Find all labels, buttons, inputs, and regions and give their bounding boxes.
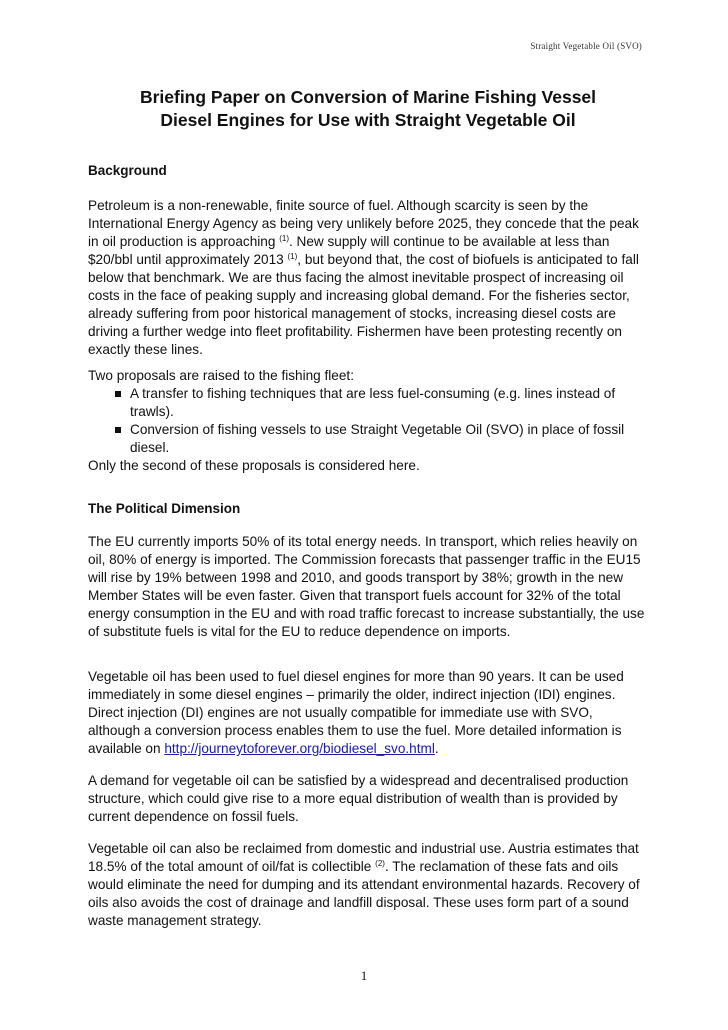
paragraph-background-1: Petroleum is a non-renewable, finite source of fuel. Although scarcity is seen by the International Energy Agency as being very unlikely before 2025, they concede that the peak in oil production is approaching $^{(1)}$. New supply will continue to be available at less than $20/bbl until approximately 2013 $^{(1)}$, but beyond that, the cost of biofuels is anticipated to fall below that benchmark. We are thus facing the almost inevitable prospect of increasing oil costs in the face of peaking supply and increasing global demand. For the fisheries sector, already suffering from poor historical management of stocks, increasing diesel costs are driving a further wedge into fleet profitability. Fishermen have been protesting recently on exactly these lines. (88, 198, 639, 357)
heading-background: Background (88, 163, 167, 178)
paragraph-political-3: A demand for vegetable oil can be satisfied by a widespread and decentralised production structure, which could give rise to a more equal distribution of wealth than is provided by current dependence on fossil fuels. (88, 773, 629, 824)
list-item: A transfer to fishing techniques that are less fuel-consuming (e.g. lines instead of trawls). (88, 385, 648, 421)
proposals-outro: Only the second of these proposals is considered here. (88, 458, 420, 473)
title-line-2: Diesel Engines for Use with Straight Vegetable Oil (160, 110, 576, 130)
list-item: Conversion of fishing vessels to use Straight Vegetable Oil (SVO) in place of fossil diesel. (88, 421, 648, 457)
title-line-1: Briefing Paper on Conversion of Marine Fishing Vessel (139, 87, 597, 107)
svo-info-link[interactable]: http://journeytoforever.org/biodiesel_svo.html (164, 741, 435, 756)
reference-marker: (1) (287, 252, 298, 261)
paragraph-political-4: Vegetable oil can also be reclaimed from domestic and industrial use. Austria estimates that 18.5% of the total amount of oil/fat is collectible $^{(2)}$. The reclamation of these fats and oils would eliminate the need for dumping and its attendant environmental hazards. Recovery of oils also avoids the cost of drainage and landfill disposal. These uses form part of a sound waste management strategy. (88, 841, 640, 928)
proposals-intro: Two proposals are raised to the fishing fleet: (88, 368, 354, 383)
square-bullet-icon (115, 427, 121, 433)
running-header: Straight Vegetable Oil (SVO) (530, 41, 642, 51)
heading-political-dimension: The Political Dimension (88, 501, 241, 516)
page-number: 1 (360, 968, 368, 983)
document-title (88, 86, 648, 132)
reference-marker: (1) (279, 234, 289, 243)
proposals-list (88, 385, 648, 457)
proposals-block (88, 367, 648, 475)
square-bullet-icon (115, 391, 121, 397)
paragraph-political-2: Vegetable oil has been used to fuel diesel engines for more than 90 years. It can be used immediately in some diesel engines – primarily the older, indirect injection (IDI) engines. Direct injection (DI) engines are not usually compatible for immediate use with SVO, although a conversion process enables them to use the fuel. More detailed information is available on http://journeytoforever.org/biodiesel_svo.html. (88, 669, 624, 756)
paragraph-political-1: The EU currently imports 50% of its total energy needs. In transport, which relies heavily on oil, 80% of energy is imported. The Commission forecasts that passenger traffic in the EU15 will rise by 19% between 1998 and 2010, and goods transport by 38%; growth in the new Member States will be even faster. Given that transport fuels account for 32% of the total energy consumption in the EU and with road traffic forecast to increase substantially, the use of substitute fuels is vital for the EU to reduce dependence on imports. (88, 534, 645, 639)
reference-marker: (2) (375, 859, 385, 868)
